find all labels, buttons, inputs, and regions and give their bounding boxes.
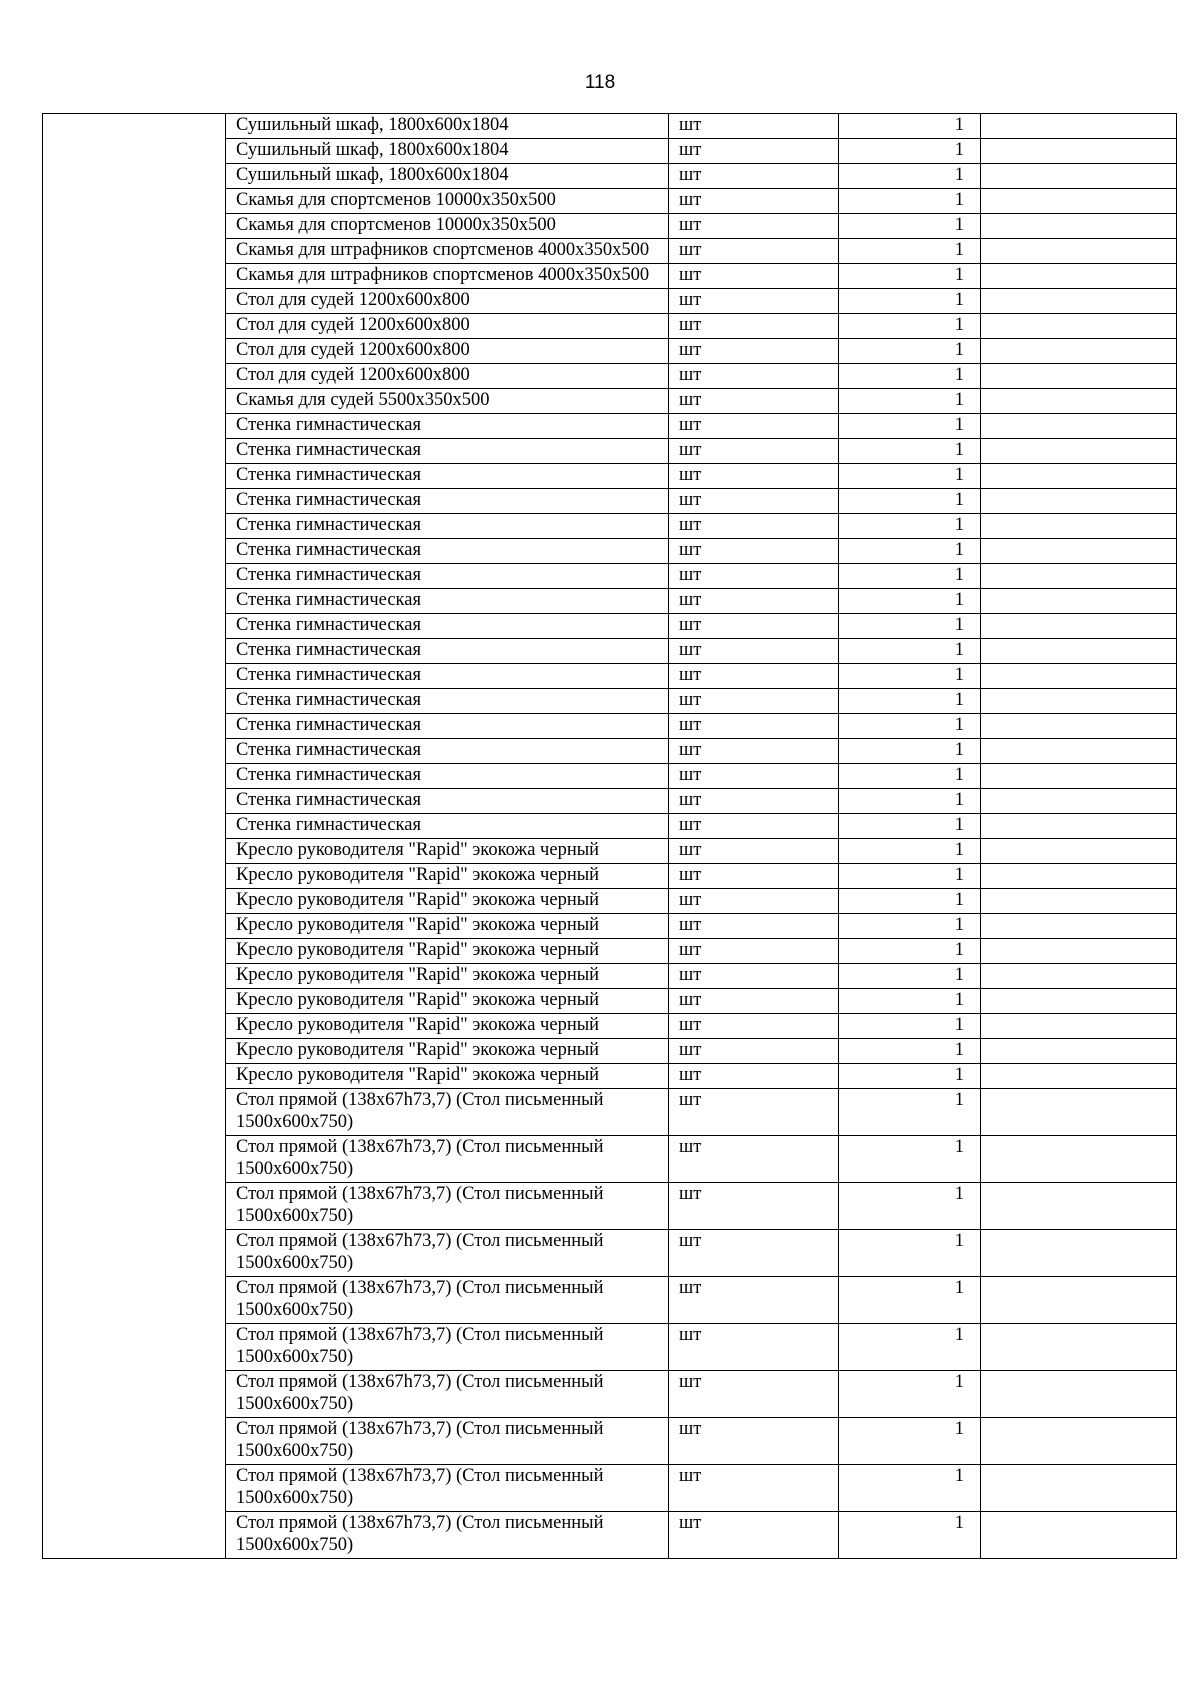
- quantity-cell: 1: [839, 739, 981, 764]
- item-name-cell: Стенка гимнастическая: [226, 414, 669, 439]
- item-name-cell: Стенка гимнастическая: [226, 614, 669, 639]
- quantity-cell: 1: [839, 714, 981, 739]
- quantity-cell: 1: [839, 1277, 981, 1324]
- note-cell: [981, 664, 1177, 689]
- quantity-cell: 1: [839, 1183, 981, 1230]
- unit-cell: шт: [669, 1136, 839, 1183]
- unit-cell: шт: [669, 789, 839, 814]
- unit-cell: шт: [669, 314, 839, 339]
- note-cell: [981, 514, 1177, 539]
- quantity-cell: 1: [839, 189, 981, 214]
- note-cell: [981, 364, 1177, 389]
- quantity-cell: 1: [839, 914, 981, 939]
- note-cell: [981, 1183, 1177, 1230]
- quantity-cell: 1: [839, 1465, 981, 1512]
- note-cell: [981, 289, 1177, 314]
- unit-cell: шт: [669, 864, 839, 889]
- note-cell: [981, 889, 1177, 914]
- unit-cell: шт: [669, 114, 839, 139]
- unit-cell: шт: [669, 264, 839, 289]
- item-name-cell: Стенка гимнастическая: [226, 639, 669, 664]
- note-cell: [981, 214, 1177, 239]
- unit-cell: шт: [669, 689, 839, 714]
- unit-cell: шт: [669, 239, 839, 264]
- quantity-cell: 1: [839, 389, 981, 414]
- note-cell: [981, 189, 1177, 214]
- unit-cell: шт: [669, 714, 839, 739]
- unit-cell: шт: [669, 439, 839, 464]
- item-name-cell: Кресло руководителя "Rapid" экокожа черный: [226, 964, 669, 989]
- unit-cell: шт: [669, 164, 839, 189]
- quantity-cell: 1: [839, 889, 981, 914]
- inventory-table-body: [43, 114, 1177, 1559]
- item-name-cell: Стенка гимнастическая: [226, 664, 669, 689]
- unit-cell: шт: [669, 1014, 839, 1039]
- item-name-cell: Кресло руководителя "Rapid" экокожа черный: [226, 864, 669, 889]
- unit-cell: шт: [669, 1064, 839, 1089]
- item-name-cell: Стол прямой (138х67h73,7) (Стол письменный 1500х600х750): [226, 1136, 669, 1183]
- unit-cell: шт: [669, 639, 839, 664]
- unit-cell: шт: [669, 764, 839, 789]
- item-name-cell: Стенка гимнастическая: [226, 789, 669, 814]
- quantity-cell: 1: [839, 614, 981, 639]
- note-cell: [981, 689, 1177, 714]
- item-name-cell: Скамья для спортсменов 10000х350х500: [226, 214, 669, 239]
- quantity-cell: 1: [839, 1064, 981, 1089]
- unit-cell: шт: [669, 489, 839, 514]
- unit-cell: шт: [669, 814, 839, 839]
- note-cell: [981, 739, 1177, 764]
- note-cell: [981, 464, 1177, 489]
- quantity-cell: 1: [839, 514, 981, 539]
- item-name-cell: Скамья для спортсменов 10000х350х500: [226, 189, 669, 214]
- unit-cell: шт: [669, 939, 839, 964]
- unit-cell: шт: [669, 989, 839, 1014]
- unit-cell: шт: [669, 964, 839, 989]
- quantity-cell: 1: [839, 264, 981, 289]
- unit-cell: шт: [669, 1324, 839, 1371]
- note-cell: [981, 239, 1177, 264]
- unit-cell: шт: [669, 739, 839, 764]
- note-cell: [981, 1230, 1177, 1277]
- note-cell: [981, 1465, 1177, 1512]
- item-name-cell: Стол прямой (138х67h73,7) (Стол письменный 1500х600х750): [226, 1183, 669, 1230]
- quantity-cell: 1: [839, 1418, 981, 1465]
- item-name-cell: Сушильный шкаф, 1800х600х1804: [226, 164, 669, 189]
- item-name-cell: Кресло руководителя "Rapid" экокожа черный: [226, 839, 669, 864]
- quantity-cell: 1: [839, 1136, 981, 1183]
- note-cell: [981, 939, 1177, 964]
- note-cell: [981, 1014, 1177, 1039]
- item-name-cell: Стенка гимнастическая: [226, 764, 669, 789]
- item-name-cell: Стол прямой (138х67h73,7) (Стол письменный 1500х600х750): [226, 1465, 669, 1512]
- unit-cell: шт: [669, 364, 839, 389]
- unit-cell: шт: [669, 464, 839, 489]
- note-cell: [981, 639, 1177, 664]
- quantity-cell: 1: [839, 364, 981, 389]
- item-name-cell: Стол для судей 1200х600х800: [226, 314, 669, 339]
- unit-cell: шт: [669, 839, 839, 864]
- note-cell: [981, 989, 1177, 1014]
- quantity-cell: 1: [839, 414, 981, 439]
- item-name-cell: Кресло руководителя "Rapid" экокожа черный: [226, 1064, 669, 1089]
- quantity-cell: 1: [839, 489, 981, 514]
- unit-cell: шт: [669, 1465, 839, 1512]
- note-cell: [981, 1064, 1177, 1089]
- unit-cell: шт: [669, 1512, 839, 1559]
- quantity-cell: 1: [839, 639, 981, 664]
- unit-cell: шт: [669, 389, 839, 414]
- note-cell: [981, 1136, 1177, 1183]
- note-cell: [981, 139, 1177, 164]
- unit-cell: шт: [669, 1183, 839, 1230]
- item-name-cell: Стенка гимнастическая: [226, 439, 669, 464]
- item-name-cell: Скамья для судей 5500х350х500: [226, 389, 669, 414]
- note-cell: [981, 1418, 1177, 1465]
- unit-cell: шт: [669, 889, 839, 914]
- quantity-cell: 1: [839, 1230, 981, 1277]
- note-cell: [981, 314, 1177, 339]
- quantity-cell: 1: [839, 939, 981, 964]
- item-name-cell: Стол прямой (138х67h73,7) (Стол письменный 1500х600х750): [226, 1418, 669, 1465]
- inventory-table: [42, 113, 1177, 1559]
- item-name-cell: Кресло руководителя "Rapid" экокожа черный: [226, 914, 669, 939]
- item-name-cell: Сушильный шкаф, 1800х600х1804: [226, 139, 669, 164]
- note-cell: [981, 614, 1177, 639]
- item-name-cell: Стенка гимнастическая: [226, 489, 669, 514]
- unit-cell: шт: [669, 614, 839, 639]
- item-name-cell: Стол прямой (138х67h73,7) (Стол письменный 1500х600х750): [226, 1089, 669, 1136]
- unit-cell: шт: [669, 664, 839, 689]
- quantity-cell: 1: [839, 439, 981, 464]
- item-name-cell: Стенка гимнастическая: [226, 739, 669, 764]
- item-name-cell: Стол прямой (138х67h73,7) (Стол письменный 1500х600х750): [226, 1230, 669, 1277]
- unit-cell: шт: [669, 914, 839, 939]
- note-cell: [981, 1277, 1177, 1324]
- unit-cell: шт: [669, 289, 839, 314]
- note-cell: [981, 439, 1177, 464]
- note-cell: [981, 764, 1177, 789]
- quantity-cell: 1: [839, 589, 981, 614]
- unit-cell: шт: [669, 414, 839, 439]
- quantity-cell: 1: [839, 214, 981, 239]
- item-name-cell: Скамья для штрафников спортсменов 4000х350х500: [226, 264, 669, 289]
- unit-cell: шт: [669, 139, 839, 164]
- quantity-cell: 1: [839, 1039, 981, 1064]
- note-cell: [981, 589, 1177, 614]
- quantity-cell: 1: [839, 164, 981, 189]
- item-name-cell: Сушильный шкаф, 1800х600х1804: [226, 114, 669, 139]
- quantity-cell: 1: [839, 1512, 981, 1559]
- unit-cell: шт: [669, 339, 839, 364]
- item-name-cell: Стенка гимнастическая: [226, 714, 669, 739]
- note-cell: [981, 864, 1177, 889]
- item-name-cell: Скамья для штрафников спортсменов 4000х350х500: [226, 239, 669, 264]
- item-name-cell: Стол прямой (138х67h73,7) (Стол письменный 1500х600х750): [226, 1277, 669, 1324]
- unit-cell: шт: [669, 1371, 839, 1418]
- section-cell: [43, 114, 226, 1559]
- unit-cell: шт: [669, 1089, 839, 1136]
- quantity-cell: 1: [839, 1014, 981, 1039]
- quantity-cell: 1: [839, 239, 981, 264]
- item-name-cell: Стол для судей 1200х600х800: [226, 364, 669, 389]
- quantity-cell: 1: [839, 764, 981, 789]
- note-cell: [981, 114, 1177, 139]
- item-name-cell: Стенка гимнастическая: [226, 814, 669, 839]
- note-cell: [981, 1089, 1177, 1136]
- quantity-cell: 1: [839, 989, 981, 1014]
- note-cell: [981, 1512, 1177, 1559]
- note-cell: [981, 714, 1177, 739]
- item-name-cell: Стол для судей 1200х600х800: [226, 289, 669, 314]
- quantity-cell: 1: [839, 814, 981, 839]
- unit-cell: шт: [669, 539, 839, 564]
- item-name-cell: Стенка гимнастическая: [226, 464, 669, 489]
- item-name-cell: Кресло руководителя "Rapid" экокожа черный: [226, 989, 669, 1014]
- unit-cell: шт: [669, 514, 839, 539]
- note-cell: [981, 789, 1177, 814]
- note-cell: [981, 1324, 1177, 1371]
- item-name-cell: Кресло руководителя "Rapid" экокожа черный: [226, 889, 669, 914]
- quantity-cell: 1: [839, 289, 981, 314]
- item-name-cell: Стол для судей 1200х600х800: [226, 339, 669, 364]
- note-cell: [981, 914, 1177, 939]
- item-name-cell: Стол прямой (138х67h73,7) (Стол письменный 1500х600х750): [226, 1324, 669, 1371]
- quantity-cell: 1: [839, 564, 981, 589]
- quantity-cell: 1: [839, 864, 981, 889]
- item-name-cell: Стенка гимнастическая: [226, 514, 669, 539]
- note-cell: [981, 564, 1177, 589]
- note-cell: [981, 414, 1177, 439]
- item-name-cell: Стол прямой (138х67h73,7) (Стол письменный 1500х600х750): [226, 1371, 669, 1418]
- quantity-cell: 1: [839, 114, 981, 139]
- unit-cell: шт: [669, 1039, 839, 1064]
- item-name-cell: Кресло руководителя "Rapid" экокожа черный: [226, 1014, 669, 1039]
- quantity-cell: 1: [839, 464, 981, 489]
- unit-cell: шт: [669, 1230, 839, 1277]
- quantity-cell: 1: [839, 839, 981, 864]
- table-row: [43, 114, 1177, 139]
- note-cell: [981, 539, 1177, 564]
- note-cell: [981, 1371, 1177, 1418]
- page-number: 118: [584, 72, 616, 93]
- quantity-cell: 1: [839, 139, 981, 164]
- quantity-cell: 1: [839, 1324, 981, 1371]
- unit-cell: шт: [669, 564, 839, 589]
- quantity-cell: 1: [839, 964, 981, 989]
- note-cell: [981, 389, 1177, 414]
- unit-cell: шт: [669, 214, 839, 239]
- unit-cell: шт: [669, 589, 839, 614]
- quantity-cell: 1: [839, 339, 981, 364]
- unit-cell: шт: [669, 1418, 839, 1465]
- item-name-cell: Стенка гимнастическая: [226, 564, 669, 589]
- note-cell: [981, 164, 1177, 189]
- quantity-cell: 1: [839, 539, 981, 564]
- item-name-cell: Кресло руководителя "Rapid" экокожа черный: [226, 1039, 669, 1064]
- quantity-cell: 1: [839, 1089, 981, 1136]
- item-name-cell: Стенка гимнастическая: [226, 689, 669, 714]
- item-name-cell: Стенка гимнастическая: [226, 589, 669, 614]
- note-cell: [981, 814, 1177, 839]
- note-cell: [981, 489, 1177, 514]
- item-name-cell: Стенка гимнастическая: [226, 539, 669, 564]
- item-name-cell: Стол прямой (138х67h73,7) (Стол письменный 1500х600х750): [226, 1512, 669, 1559]
- item-name-cell: Кресло руководителя "Rapid" экокожа черный: [226, 939, 669, 964]
- unit-cell: шт: [669, 1277, 839, 1324]
- note-cell: [981, 839, 1177, 864]
- quantity-cell: 1: [839, 689, 981, 714]
- unit-cell: шт: [669, 189, 839, 214]
- note-cell: [981, 964, 1177, 989]
- note-cell: [981, 1039, 1177, 1064]
- quantity-cell: 1: [839, 1371, 981, 1418]
- quantity-cell: 1: [839, 789, 981, 814]
- note-cell: [981, 264, 1177, 289]
- quantity-cell: 1: [839, 314, 981, 339]
- quantity-cell: 1: [839, 664, 981, 689]
- note-cell: [981, 339, 1177, 364]
